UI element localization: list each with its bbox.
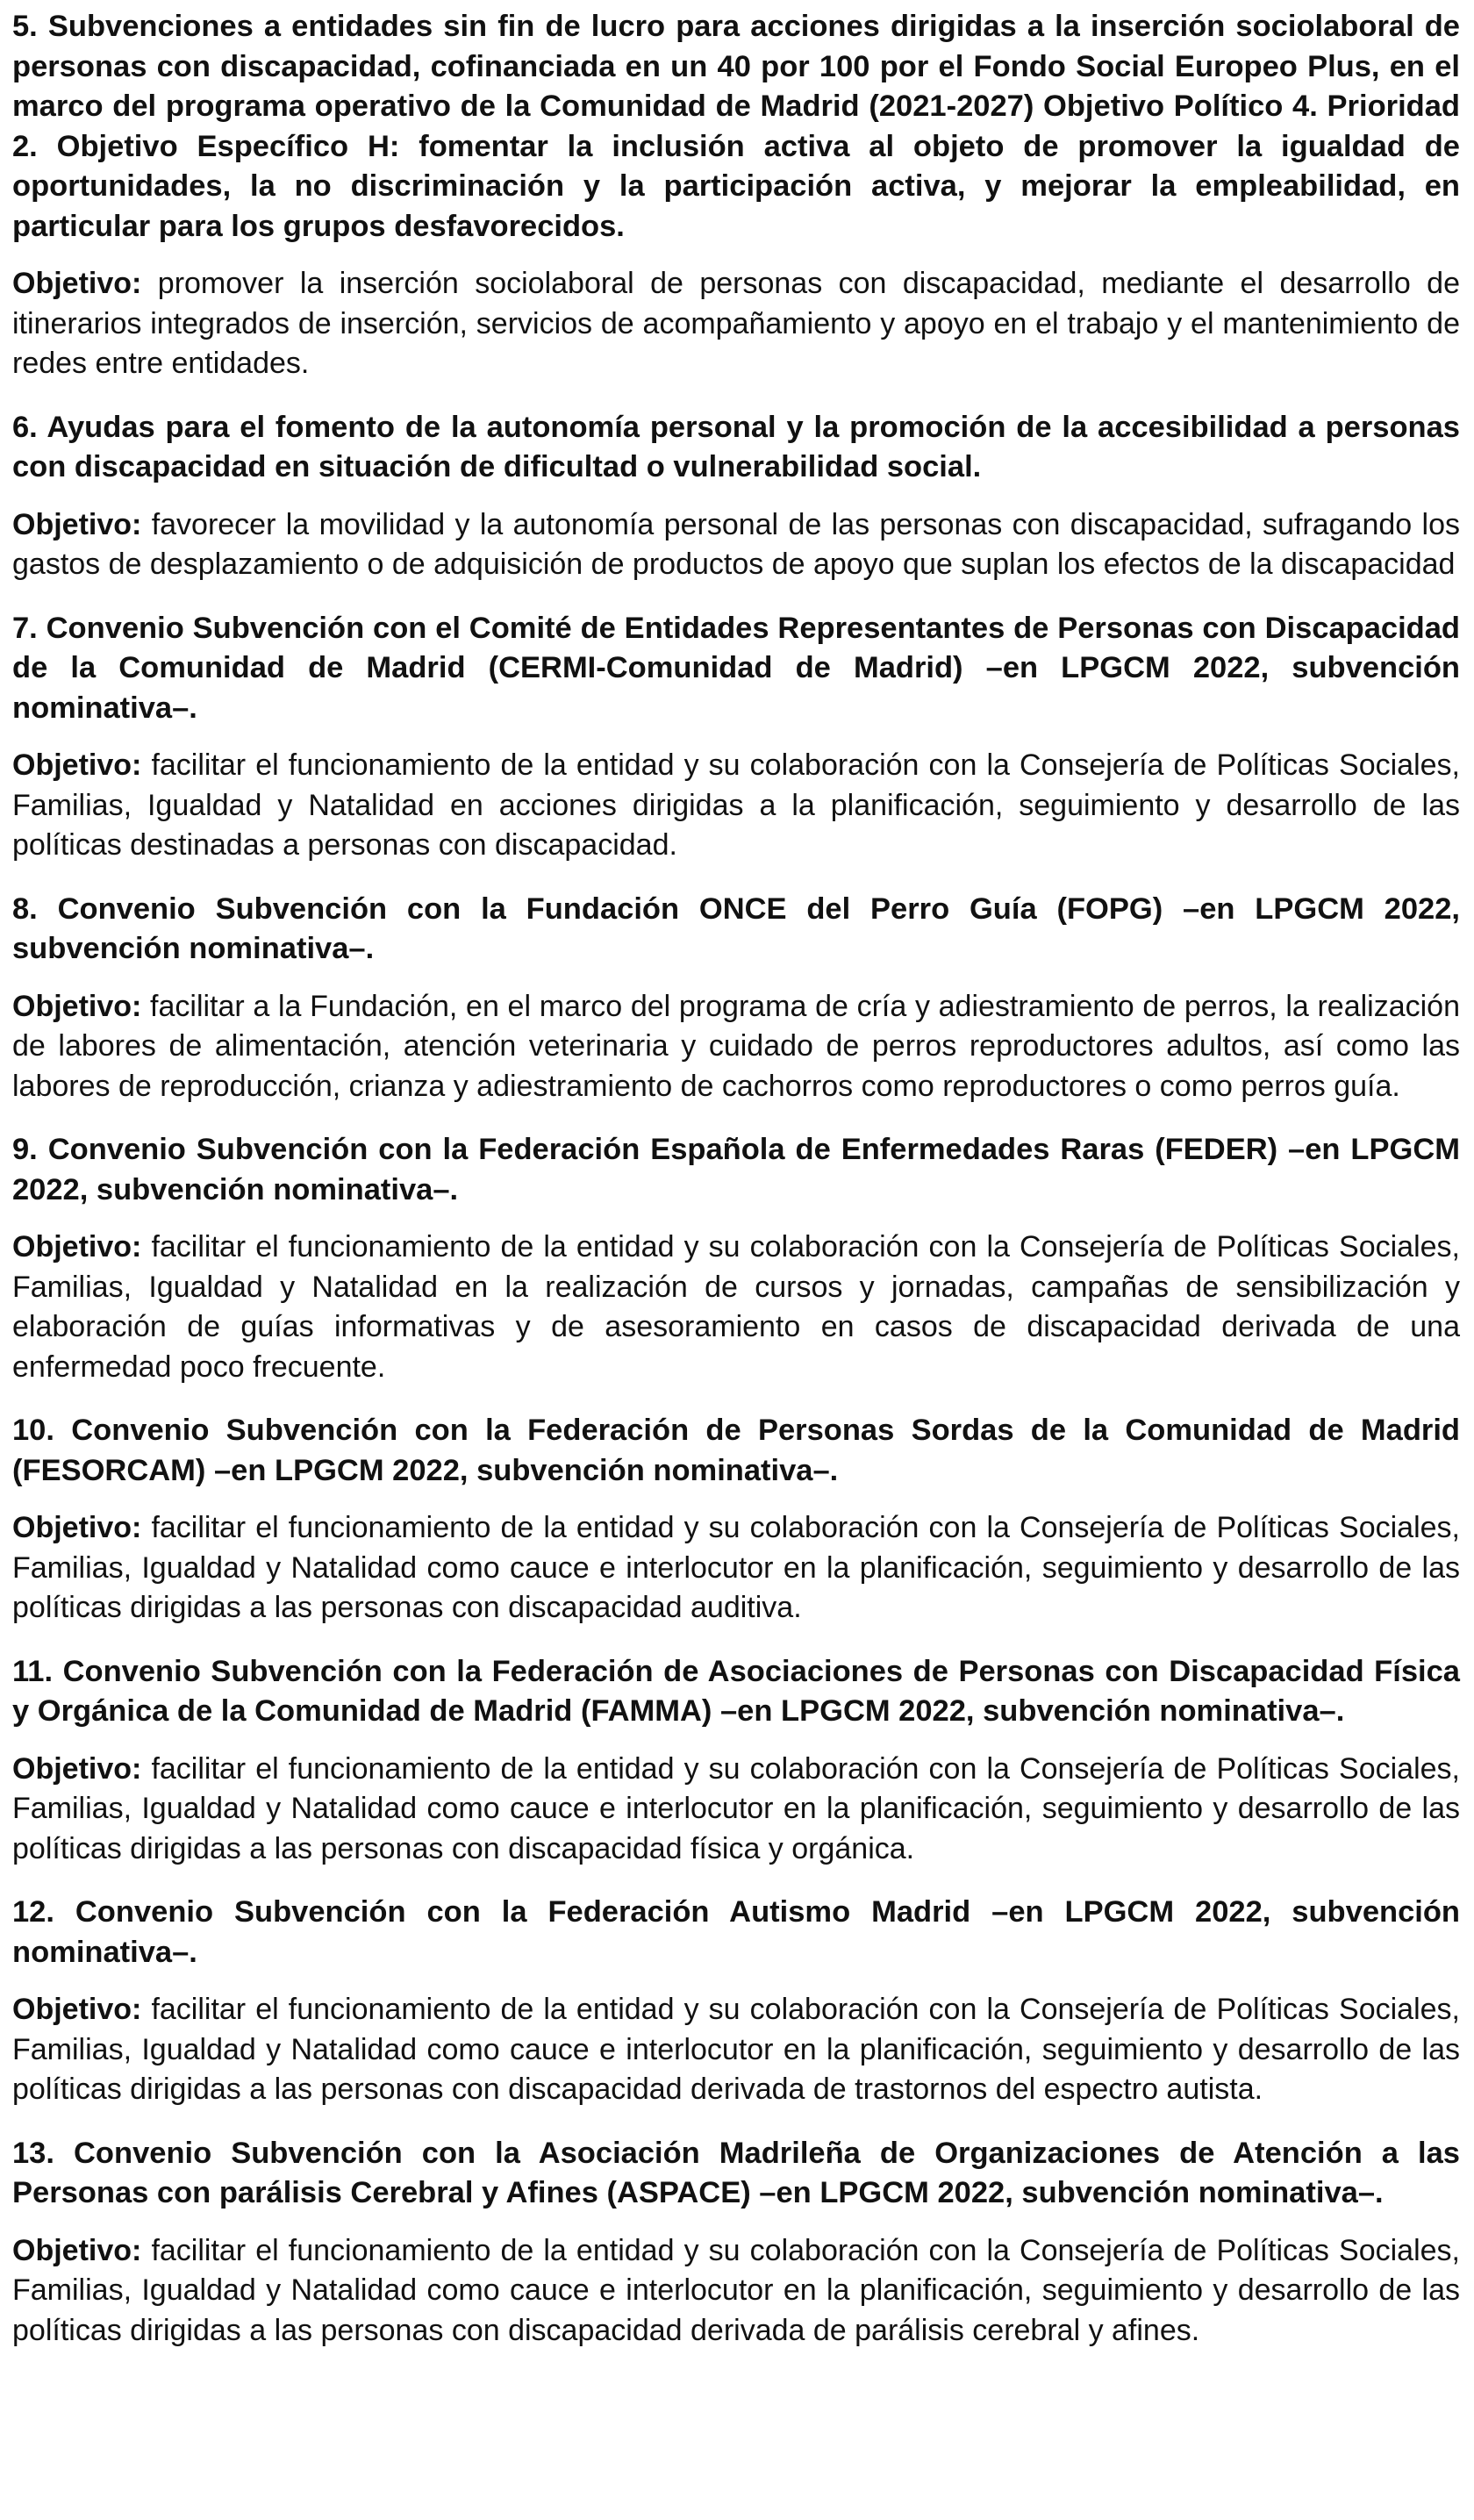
item-objective [12,264,1460,384]
objective-text: facilitar el funcionamiento de la entidad y su colaboración con la Consejería de Políticas Sociales, Familias, Igualdad y Natalidad como cauce e interlocutor en la planificación, seguimiento y desarrollo de las políticas dirigidas a las personas con discapacidad auditiva. [12,1511,1460,1624]
objective-text: facilitar el funcionamiento de la entidad y su colaboración con la Consejería de Políticas Sociales, Familias, Igualdad y Natalidad como cauce e interlocutor en la planificación, seguimiento y desarrollo de las políticas dirigidas a las personas con discapacidad derivada de parálisis cerebral y afines. [12,2233,1460,2347]
objective-text: promover la inserción sociolaboral de personas con discapacidad, mediante el desarrollo de itinerarios integrados de inserción, servicios de acompañamiento y apoyo en el trabajo y el mantenimiento de redes entre entidades. [12,267,1460,380]
subsidy-item-10 [12,1411,1460,1629]
item-heading: 5. Subvenciones a entidades sin fin de lucro para acciones dirigidas a la inserción sociolaboral de personas con discapacidad, cofinanciada en un 40 por 100 por el Fondo Social Europeo Plus, en el marco del programa operativo de la Comunidad de Madrid (2021-2027) Objetivo Político 4. Prioridad 2. Objetivo Específico H: fomentar la inclusión activa al objeto de promover la igualdad de oportunidades, la no discriminación y la participación activa, y mejorar la empleabilidad, en particular para los grupos desfavorecidos. [12,10,1460,243]
subsidy-item-8 [12,890,1460,1107]
item-heading: 8. Convenio Subvención con la Fundación ONCE del Perro Guía (FOPG) –en LPGCM 2022, subvención nominativa–. [12,891,1460,965]
objective-label: Objetivo: [12,1230,142,1264]
item-objective [12,505,1460,585]
subsidy-item-9 [12,1130,1460,1387]
item-heading: 11. Convenio Subvención con la Federación de Asociaciones de Personas con Discapacidad Física y Orgánica de la Comunidad de Madrid (FAMMA) –en LPGCM 2022, subvención nominativa–. [12,1654,1460,1728]
objective-text: facilitar el funcionamiento de la entidad y su colaboración con la Consejería de Políticas Sociales, Familias, Igualdad y Natalidad en la realización de cursos y jornadas, campañas de sensibilización y elaboración de guías informativas y de asesoramiento en casos de discapacidad derivada de una enfermedad poco frecuente. [12,1230,1460,1384]
objective-text: facilitar el funcionamiento de la entidad y su colaboración con la Consejería de Políticas Sociales, Familias, Igualdad y Natalidad como cauce e interlocutor en la planificación, seguimiento y desarrollo de las políticas dirigidas a las personas con discapacidad derivada de trastornos del espectro autista. [12,1993,1460,2106]
objective-label: Objetivo: [12,1511,142,1544]
subsidy-item-12 [12,1893,1460,2110]
objective-label: Objetivo: [12,2233,142,2267]
item-heading: 12. Convenio Subvención con la Federación Autismo Madrid –en LPGCM 2022, subvención nominativa–. [12,1895,1460,1969]
objective-label: Objetivo: [12,507,142,541]
objective-text: facilitar el funcionamiento de la entidad y su colaboración con la Consejería de Políticas Sociales, Familias, Igualdad y Natalidad en acciones dirigidas a la planificación, seguimiento y desarrollo de las políticas destinadas a personas con discapacidad. [12,748,1460,862]
item-heading: 13. Convenio Subvención con la Asociación Madrileña de Organizaciones de Atención a las Personas con parálisis Cerebral y Afines (ASPACE) –en LPGCM 2022, subvención nominativa–. [12,2136,1460,2209]
objective-label: Objetivo: [12,748,142,782]
item-objective [12,746,1460,866]
item-heading: 10. Convenio Subvención con la Federación de Personas Sordas de la Comunidad de Madrid (FESORCAM) –en LPGCM 2022, subvención nominativa–. [12,1414,1460,1487]
item-objective [12,987,1460,1107]
document-page [12,7,1460,2374]
objective-label: Objetivo: [12,267,142,300]
item-objective [12,1508,1460,1629]
subsidy-item-13 [12,2134,1460,2352]
item-objective [12,1228,1460,1387]
subsidy-item-7 [12,609,1460,866]
objective-text: facilitar a la Fundación, en el marco del programa de cría y adiestramiento de perros, la realización de labores de alimentación, atención veterinaria y cuidado de perros reproductores adultos, así como las labores de reproducción, crianza y adiestramiento de cachorros como reproductores o como perros guía. [12,989,1460,1103]
subsidy-item-6 [12,408,1460,585]
objective-label: Objetivo: [12,1993,142,2026]
objective-label: Objetivo: [12,989,142,1023]
item-heading: 9. Convenio Subvención con la Federación Española de Enfermedades Raras (FEDER) –en LPGCM 2022, subvención nominativa–. [12,1133,1460,1206]
objective-text: facilitar el funcionamiento de la entidad y su colaboración con la Consejería de Políticas Sociales, Familias, Igualdad y Natalidad como cauce e interlocutor en la planificación, seguimiento y desarrollo de las políticas dirigidas a las personas con discapacidad física y orgánica. [12,1751,1460,1865]
subsidy-item-5 [12,7,1460,384]
item-objective [12,1990,1460,2110]
subsidy-item-11 [12,1652,1460,1870]
objective-label: Objetivo: [12,1751,142,1786]
item-objective [12,1750,1460,1870]
item-objective [12,2231,1460,2352]
objective-text: favorecer la movilidad y la autonomía personal de las personas con discapacidad, sufragando los gastos de desplazamiento o de adquisición de productos de apoyo que suplan los efectos de la discapacidad [12,507,1460,581]
item-heading: 6. Ayudas para el fomento de la autonomía personal y la promoción de la accesibilidad a personas con discapacidad en situación de dificultad o vulnerabilidad social. [12,410,1460,483]
item-heading: 7. Convenio Subvención con el Comité de Entidades Representantes de Personas con Discapacidad de la Comunidad de Madrid (CERMI-Comunidad de Madrid) –en LPGCM 2022, subvención nominativa–. [12,611,1460,725]
